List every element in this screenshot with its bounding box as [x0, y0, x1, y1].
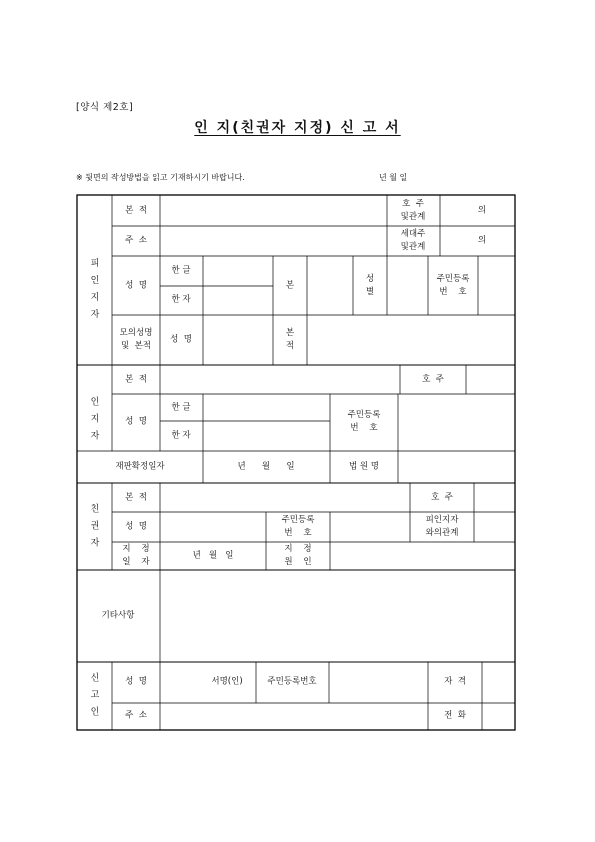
mother-name-label: 성 명: [170, 334, 192, 345]
custodian-name-label: 성 명: [125, 521, 147, 532]
judgment-date-label: 재판확정일자: [115, 461, 165, 472]
reporter-section-label: 신고인: [90, 673, 100, 718]
mother-name-domicile-label: 모의성명 및 본적: [119, 327, 153, 351]
acknowledged-child-section-label: 피인지자: [90, 258, 100, 321]
form-code: [양식 제2호]: [76, 102, 134, 113]
form-title-text: 인 지(친권자 지정) 신 고 서: [194, 120, 401, 136]
reporter-address-label: 주 소: [125, 710, 147, 721]
acknowledged-address-label: 주 소: [125, 235, 147, 246]
acknowledger-resident-number-label: 주민등록 번 호: [347, 409, 381, 433]
mother-domicile-label: 본 적: [285, 327, 295, 351]
reporter-name-label: 성 명: [125, 676, 147, 687]
acknowledged-name-label: 성 명: [125, 280, 147, 291]
report-date: 년 월 일: [379, 173, 408, 182]
reporter-signature-label: 서명(인): [211, 676, 243, 687]
custodian-relation-label: 피인지자 와의관계: [425, 514, 459, 538]
other-matters-label: 기타사항: [101, 610, 135, 621]
acknowledger-hangul-label: 한 글: [171, 402, 191, 413]
acknowledged-head-relation-suffix: 의: [477, 205, 487, 216]
acknowledged-bon-label: 본: [285, 280, 295, 291]
custodian-resident-number-label: 주민등록 번 호: [281, 514, 315, 538]
acknowledged-household-relation-suffix: 의: [477, 235, 487, 246]
acknowledger-hanja-label: 한 자: [171, 430, 191, 441]
acknowledger-name-label: 성 명: [125, 416, 147, 427]
judgment-date-value: 년 월 일: [237, 461, 295, 472]
acknowledged-resident-number-label: 주민등록 번 호: [436, 273, 470, 297]
acknowledged-hanja-label: 한 자: [171, 294, 191, 305]
custodian-domicile-label: 본 적: [125, 492, 147, 503]
designation-cause-label: 지 정 원 인: [284, 543, 312, 567]
acknowledged-household-relation-label: 세대주 및관계: [400, 228, 426, 252]
reporter-phone-label: 전 화: [444, 710, 466, 721]
custodian-head-label: 호 주: [431, 492, 453, 503]
instruction-notice: ※ 뒷면의 작성방법을 읽고 기재하시기 바랍니다.: [76, 173, 245, 182]
reporter-resident-number-label: 주민등록번호: [267, 676, 317, 687]
court-name-label: 법 원 명: [348, 461, 380, 472]
acknowledger-head-label: 호 주: [422, 374, 444, 385]
custodian-section-label: 친권자: [90, 504, 100, 549]
reporter-qualification-label: 자 격: [444, 676, 466, 687]
acknowledged-hangul-label: 한 글: [171, 265, 191, 276]
designation-date-label: 지 정 일 자: [122, 543, 150, 567]
acknowledger-section-label: 인지자: [90, 397, 100, 442]
acknowledged-domicile-label: 본 적: [125, 205, 147, 216]
acknowledger-domicile-label: 본 적: [125, 374, 147, 385]
acknowledged-sex-label: 성 별: [365, 273, 375, 297]
acknowledged-head-relation-label: 호 주 및관계: [400, 198, 426, 222]
designation-date-value: 년 월 일: [192, 550, 234, 561]
